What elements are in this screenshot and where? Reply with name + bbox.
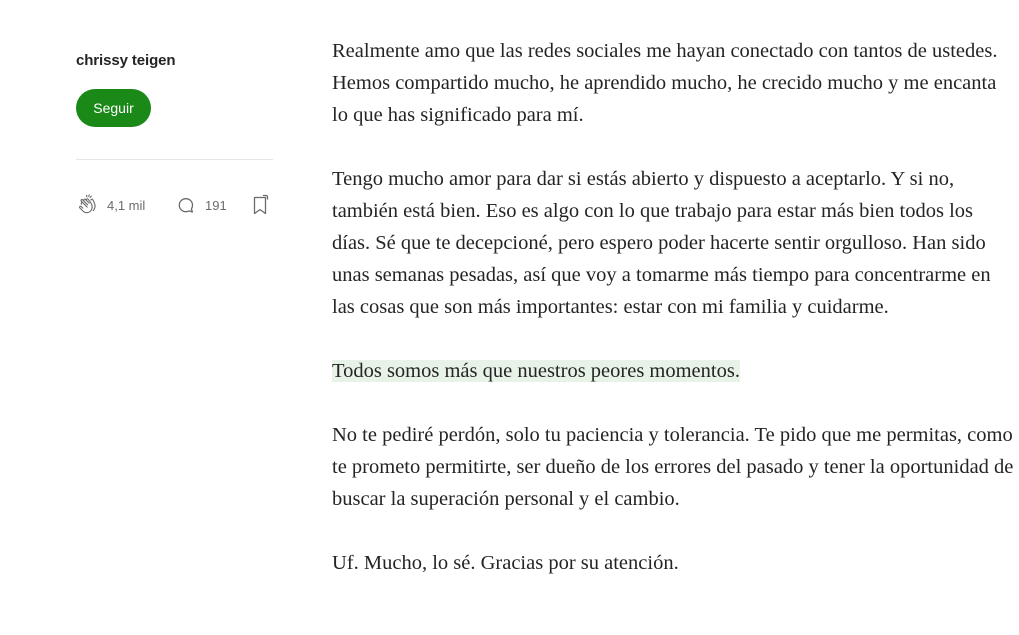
bookmark-button[interactable]	[250, 188, 270, 222]
divider	[76, 159, 273, 160]
clap-icon[interactable]	[76, 193, 100, 217]
clap-count: 4,1 mil	[107, 197, 146, 213]
article-paragraph-2: Tengo mucho amor para dar si estás abierto y dispuesto a aceptarlo. Y si no, también está bien. Eso es algo con lo que trabajo para estar más bien todos los días. Sé que te decepcioné, pero espero poder hacerte sentir orgulloso. Han sido unas semanas pesadas, así que voy a tomarme más tiempo para concentrarme en las cosas que son más importantes: estar con mi familia y cuidarme.	[332, 168, 991, 318]
article-paragraph-5: Uf. Mucho, lo sé. Gracias por su atención.	[332, 552, 679, 574]
speech-bubble-icon[interactable]	[174, 193, 198, 217]
article-paragraph-4: No te pediré perdón, solo tu paciencia y tolerancia. Te pido que me permitas, como te prometo permitirte, ser dueño de los errores del pasado y tener la oportunidad de buscar la superación personal y el cambio.	[332, 424, 1014, 510]
responses-button[interactable]	[174, 188, 227, 222]
highlighted-text[interactable]: Todos somos más que nuestros peores momentos.	[332, 360, 740, 382]
follow-button[interactable]: Seguir	[76, 89, 151, 127]
clap-button[interactable]	[76, 188, 145, 222]
bookmark-icon[interactable]	[250, 193, 270, 217]
response-count: 191	[205, 197, 227, 213]
author-name[interactable]: chrissy teigen	[76, 52, 176, 69]
article-body	[332, 35, 1016, 611]
article-paragraph-highlighted	[332, 355, 1016, 387]
article-paragraph-1: Realmente amo que las redes sociales me hayan conectado con tantos de ustedes. Hemos compartido mucho, he aprendido mucho, he crecido mucho y me encanta lo que has significado para mí.	[332, 40, 998, 126]
author-sidebar	[76, 0, 273, 635]
article-actions	[76, 188, 273, 222]
